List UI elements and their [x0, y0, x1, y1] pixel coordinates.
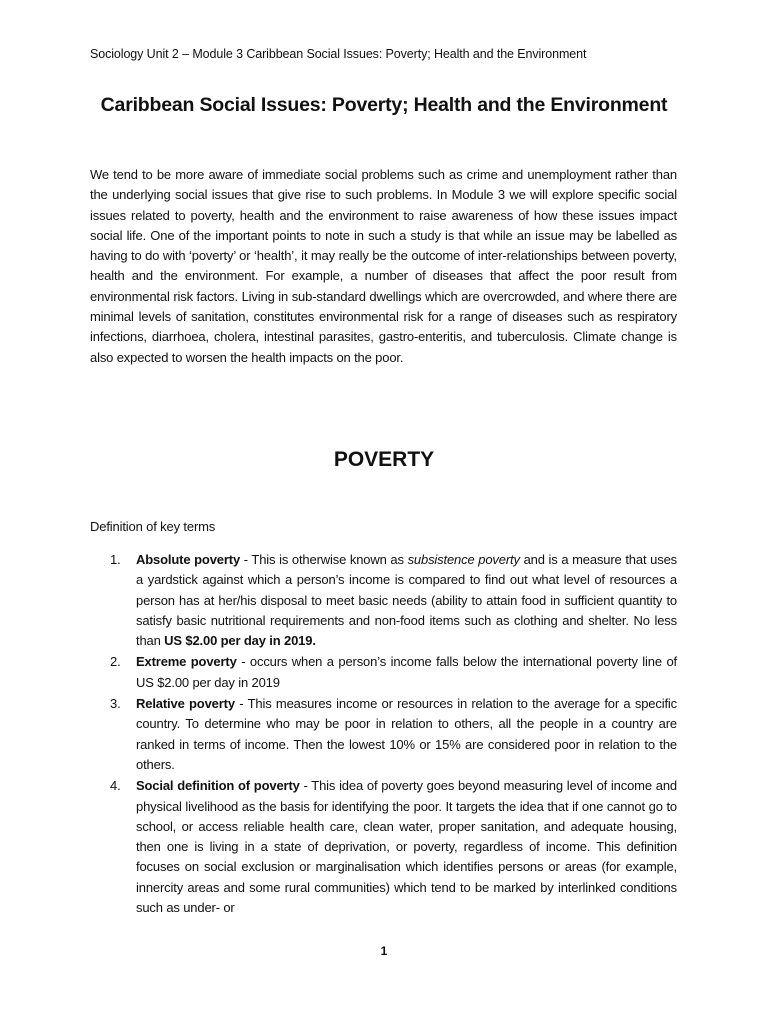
running-header: Sociology Unit 2 – Module 3 Caribbean Social Issues: Poverty; Health and the Environment	[90, 47, 587, 61]
definition-item-absolute-poverty	[90, 550, 677, 651]
definition-emphasis: subsistence poverty	[407, 552, 520, 567]
subheading-key-terms: Definition of key terms	[90, 519, 216, 534]
definition-text: - This measures income or resources in relation to the average for a specific country. To determine who may be poor in relation to others, all the people in a country are ranked in terms of income. Then the lowest 10% or 15% are considered poor in relation to the others.	[136, 696, 677, 772]
definition-term: Relative poverty	[136, 696, 235, 712]
definition-strong: US $2.00 per day in 2019.	[164, 633, 316, 649]
definition-term: Social definition of poverty	[136, 778, 300, 794]
definition-text: - occurs when a person’s income falls below the international poverty line of US $2.00 per day in 2019	[136, 654, 677, 690]
definition-term: Absolute poverty	[136, 552, 241, 567]
definition-item-relative-poverty	[90, 694, 677, 775]
definition-term: Extreme poverty	[136, 654, 237, 670]
section-heading-poverty: POVERTY	[333, 448, 435, 471]
document-title: Caribbean Social Issues: Poverty; Health and the Environment	[100, 94, 668, 116]
definition-text: and is a measure that uses a yardstick against which a person’s income is compared to find out what level of resources a person has at her/his disposal to meet basic needs (ability to attain food in sufficient quantity to satisfy basic nutritional requirements and non-food items such as clothing and shelter. No less than	[136, 552, 677, 649]
list-number: 3.	[110, 696, 121, 712]
list-number: 2.	[110, 654, 121, 670]
list-number: 4.	[110, 778, 121, 794]
definition-item-extreme-poverty	[90, 652, 677, 693]
definitions-list	[90, 550, 677, 919]
definition-text: - This idea of poverty goes beyond measuring level of income and physical livelihood as the basis for identifying the poor. It targets the idea that if one cannot go to school, or access reliable health care, clean water, proper sanitation, and adequate housing, then one is living in a state of deprivation, or poverty, regardless of income. This definition focuses on social exclusion or marginalisation which identifies persons or areas (for example, innercity areas and some rural communities) which tend to be marked by interlinked conditions such as under- or	[136, 778, 677, 916]
definition-text: - This is otherwise known as	[240, 552, 408, 567]
list-number: 1.	[110, 552, 121, 567]
definition-item-social-definition	[90, 776, 677, 918]
intro-paragraph: We tend to be more aware of immediate social problems such as crime and unemployment rather than the underlying social issues that give rise to such problems. In Module 3 we will explore specific social issues related to poverty, health and the environment to raise awareness of how these issues impact social life. One of the important points to note in such a study is that while an issue may be labelled as having to do with ‘poverty’ or ‘health’, it may really be the outcome of inter-relationships between poverty, health and the environment. For example, a number of diseases that affect the poor result from environmental risk factors. Living in sub-standard dwellings which are overcrowded, and where there are minimal levels of sanitation, constitutes environmental risk for a range of diseases such as respiratory infections, diarrhoea, cholera, intestinal parasites, gastro-enteritis, and tuberculosis. Climate change is also expected to worsen the health impacts on the poor.	[90, 167, 677, 365]
page-number: 1	[380, 944, 388, 958]
